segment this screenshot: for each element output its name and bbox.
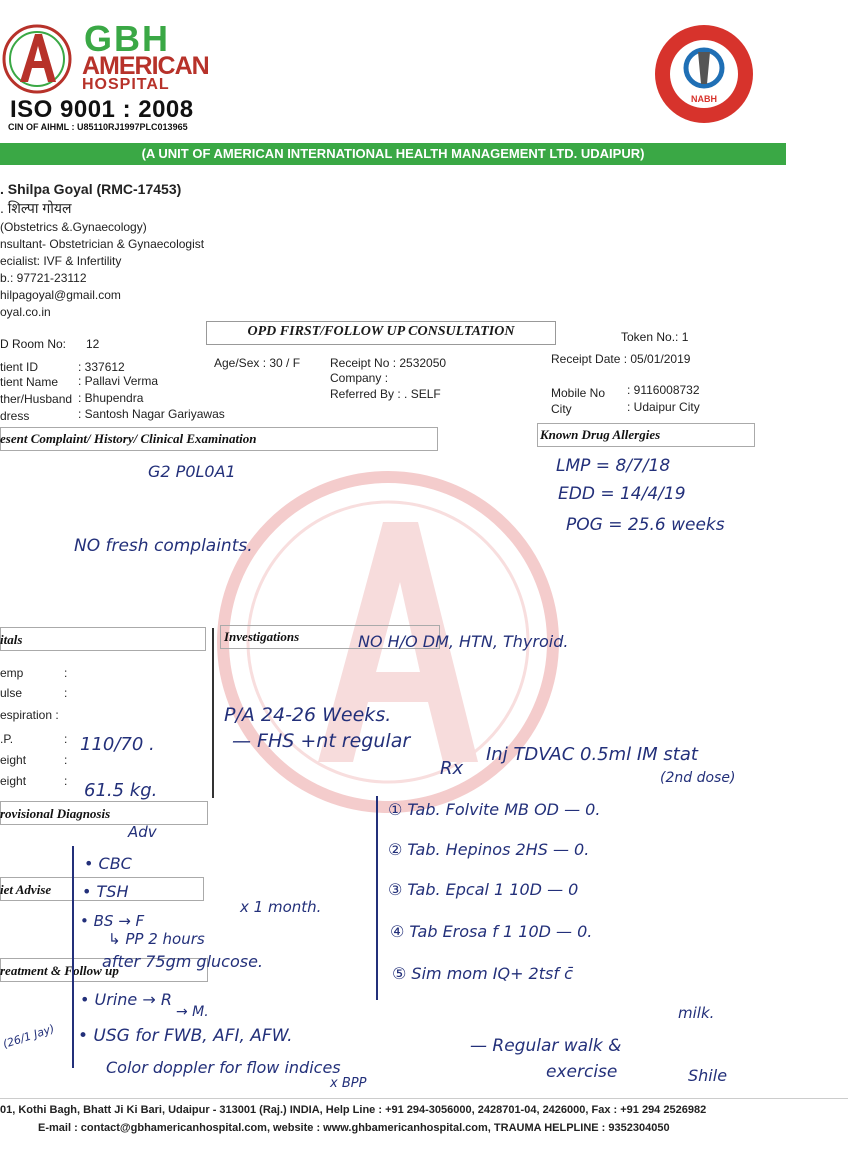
- hw-advice-label: Adv: [128, 823, 157, 841]
- doctor-name-hindi: . शिल्पा गोयल: [0, 200, 72, 216]
- patient-name-label: tient Name: [0, 375, 59, 389]
- patient-id: : 337612: [78, 360, 125, 374]
- hw-exercise: exercise: [546, 1062, 618, 1082]
- hw-stamp-date: (26/1 Jay): [1, 1022, 56, 1051]
- age-sex: Age/Sex : 30 / F: [214, 356, 301, 370]
- hw-signature: Shile: [688, 1066, 728, 1085]
- hw-blood-sugar: • BS → F: [80, 912, 145, 930]
- diagnosis-header: rovisional Diagnosis: [0, 806, 111, 821]
- hw-regular-walk: — Regular walk &: [470, 1036, 622, 1056]
- hw-weight-value: 61.5 kg.: [84, 780, 158, 801]
- cin-number: CIN OF AIHML : U85110RJ1997PLC013965: [8, 122, 188, 132]
- vitals-header: itals: [0, 632, 23, 647]
- nabh-label: NABH: [691, 94, 717, 104]
- doctor-qualification: (Obstetrics &.Gynaecology): [0, 220, 147, 234]
- hw-urine-m: → M.: [176, 1004, 209, 1020]
- hw-obstetric-history: G2 P0L0A1: [148, 462, 236, 481]
- token-number: Token No.: 1: [621, 330, 689, 344]
- treatment-header: reatment & Follow up: [0, 963, 119, 978]
- complaint-header: esent Complaint/ History/ Clinical Examination: [0, 431, 257, 446]
- vital-pulse-label: ulse: [0, 686, 23, 700]
- brand-gbh: GBH: [84, 18, 170, 59]
- patient-id-label: tient ID: [0, 360, 39, 374]
- allergies-header: Known Drug Allergies: [540, 427, 661, 442]
- hw-med-5-milk: milk.: [678, 1004, 715, 1022]
- hw-second-dose: (2nd dose): [660, 770, 736, 786]
- hw-bp-value: 110/70 .: [80, 734, 155, 755]
- brand-hospital: HOSPITAL: [82, 76, 170, 93]
- hw-color-doppler: Color doppler for flow indices: [106, 1058, 341, 1077]
- footer-address: 01, Kothi Bagh, Bhatt Ji Ki Bari, Udaipur - 313001 (Raj.) INDIA, Help Line : +91 294-3056000, 2428701-04, 2426000, Fax : +91 294 2526982: [0, 1104, 707, 1116]
- hw-pa: P/A 24-26 Weeks.: [224, 704, 392, 726]
- hw-med-4: ④ Tab Erosa f 1 10D — 0.: [390, 922, 593, 941]
- hw-usg: • USG for FWB, AFI, AFW.: [78, 1026, 293, 1046]
- doctor-website: oyal.co.in: [0, 305, 51, 319]
- iso-certification: ISO 9001 : 2008: [10, 96, 194, 123]
- room-value: 12: [86, 337, 100, 351]
- diet-header: iet Advise: [0, 882, 52, 897]
- hw-no-history: NO H/O DM, HTN, Thyroid.: [358, 632, 569, 651]
- doctor-consultant: nsultant- Obstetrician & Gynaecologist: [0, 237, 205, 251]
- hw-one-month: x 1 month.: [240, 898, 322, 916]
- address-label: dress: [0, 409, 30, 423]
- mobile-value: : 9116008732: [627, 383, 700, 397]
- footer-divider: [0, 1098, 848, 1099]
- hw-med-2: ② Tab. Hepinos 2HS — 0.: [388, 840, 590, 859]
- doctor-specialist: ecialist: IVF & Infertility: [0, 254, 122, 268]
- investigations-header: Investigations: [224, 629, 300, 644]
- vital-temp-label: emp: [0, 666, 24, 680]
- room-label: D Room No:: [0, 337, 67, 351]
- doctor-mobile: b.: 97721-23112: [0, 271, 87, 285]
- referred-by: Referred By : . SELF: [330, 387, 441, 401]
- vital-height-colon: :: [64, 753, 68, 767]
- hw-after-glucose: after 75gm glucose.: [102, 952, 263, 971]
- hw-bpp: x BPP: [330, 1076, 367, 1091]
- hw-lmp: LMP = 8/7/18: [556, 456, 671, 476]
- vital-bp-label: .P.: [0, 732, 14, 746]
- doctor-email: hilpagoyal@gmail.com: [0, 288, 121, 302]
- brand-american: AMERICAN: [82, 52, 209, 80]
- hw-medication-bracket: [376, 796, 378, 1000]
- hw-no-complaints: NO fresh complaints.: [74, 536, 253, 556]
- receipt-no: Receipt No : 2532050: [330, 356, 447, 370]
- hw-advice-bracket: [72, 846, 74, 1068]
- patient-name: : Pallavi Verma: [78, 374, 159, 388]
- city-label: City: [551, 402, 572, 416]
- hw-tsh: • TSH: [82, 882, 129, 901]
- unit-banner: (A UNIT OF AMERICAN INTERNATIONAL HEALTH MANAGEMENT LTD. UDAIPUR): [0, 143, 786, 165]
- hw-injection: Inj TDVAC 0.5ml IM stat: [486, 744, 698, 765]
- vitals-header-box: [0, 627, 206, 651]
- husband-name: : Bhupendra: [78, 391, 144, 405]
- hw-edd: EDD = 14/4/19: [558, 484, 686, 504]
- doctor-name: . Shilpa Goyal (RMC-17453): [0, 181, 182, 197]
- vital-height-label: eight: [0, 753, 27, 767]
- vital-bp-colon: :: [64, 732, 68, 746]
- nabh-seal-icon: [652, 22, 756, 126]
- hw-med-5: ⑤ Sim mom IQ+ 2tsf c̄: [392, 964, 573, 983]
- hw-med-1: ① Tab. Folvite MB OD — 0.: [388, 800, 601, 819]
- hw-med-3: ③ Tab. Epcal 1 10D — 0: [388, 880, 579, 899]
- hospital-logo-icon: [2, 22, 72, 96]
- footer-contact: E-mail : contact@gbhamericanhospital.com, website : www.ghbamericanhospital.com, TRAUMA HELPLINE : 9352304050: [38, 1122, 670, 1134]
- husband-label: ther/Husband: [0, 392, 73, 406]
- address: : Santosh Nagar Gariyawas: [78, 407, 225, 421]
- hw-fhs: — FHS +nt regular: [232, 730, 411, 752]
- hw-pp: ↳ PP 2 hours: [108, 930, 205, 948]
- mobile-label: Mobile No: [551, 386, 606, 400]
- hw-pog: POG = 25.6 weeks: [566, 515, 725, 535]
- hw-urine: • Urine → R: [80, 990, 172, 1009]
- hw-cbc: • CBC: [84, 854, 132, 873]
- vital-weight-label: eight: [0, 774, 27, 788]
- vital-pulse-colon: :: [64, 686, 68, 700]
- divider-vertical: [212, 628, 214, 798]
- company: Company :: [330, 371, 389, 385]
- city-value: : Udaipur City: [627, 400, 700, 414]
- receipt-date: Receipt Date : 05/01/2019: [551, 352, 691, 366]
- hw-rx: Rx: [440, 758, 464, 779]
- vital-temp-colon: :: [64, 666, 68, 680]
- form-title: OPD FIRST/FOLLOW UP CONSULTATION: [247, 324, 515, 339]
- vital-weight-colon: :: [64, 774, 68, 788]
- vital-respiration-label: espiration :: [0, 708, 59, 722]
